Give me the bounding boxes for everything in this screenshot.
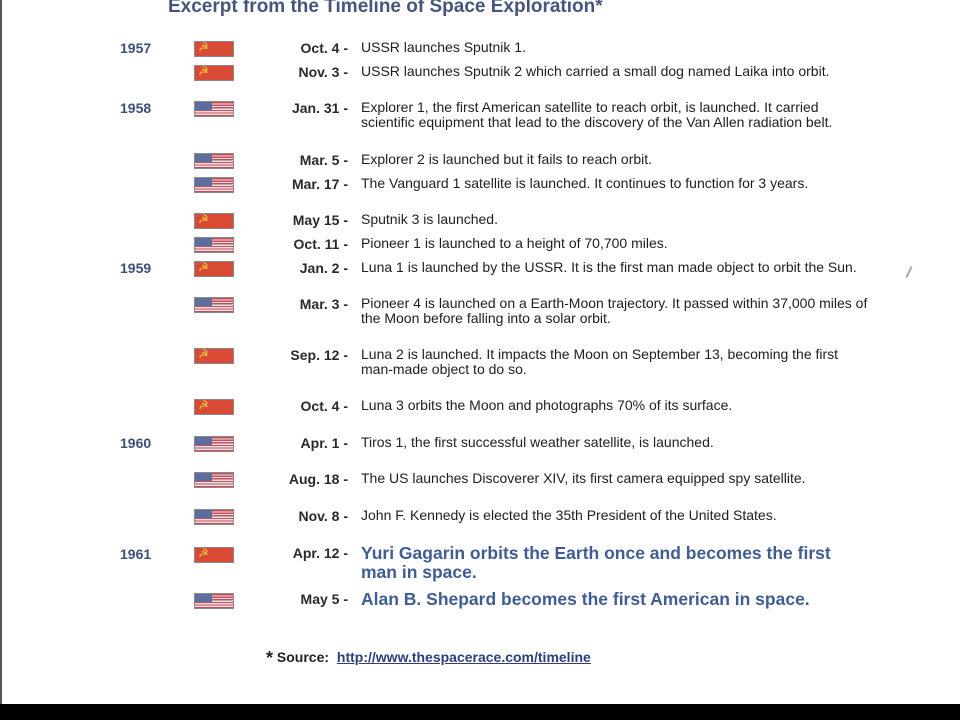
stars-canton-icon xyxy=(195,594,212,602)
entry-year: 1959 xyxy=(120,260,152,276)
entry-text: Sputnik 3 is launched. xyxy=(361,211,498,227)
hammer-sickle-icon: ☭ xyxy=(198,398,209,412)
entry-date: Jan. 31 - xyxy=(291,100,348,116)
stars-canton-icon xyxy=(195,473,212,481)
entry-text: Pioneer 4 is launched on a Earth-Moon trajectory. It passed within 37,000 miles of the Moon before falling into a solar orbit. xyxy=(361,295,868,326)
hammer-sickle-icon: ☭ xyxy=(198,546,209,560)
source-link[interactable]: http://www.thespacerace.com/timeline xyxy=(336,649,591,665)
entry-text: USSR launches Sputnik 2 which carried a small dog named Laika into orbit. xyxy=(361,63,830,79)
ussr-flag-icon xyxy=(194,547,234,563)
source-asterisk: * xyxy=(266,648,274,668)
entry-year: 1957 xyxy=(120,40,152,56)
us-flag-icon xyxy=(194,593,234,609)
stars-canton-icon xyxy=(195,102,212,110)
ussr-flag-icon xyxy=(194,261,234,277)
entry-text: Luna 1 is launched by the USSR. It is the first man made object to orbit the Sun. xyxy=(361,259,857,275)
entry-date: May 15 - xyxy=(292,212,348,228)
stars-canton-icon xyxy=(195,154,212,162)
entry-date: Oct. 4 - xyxy=(300,40,348,56)
entry-text: The Vanguard 1 satellite is launched. It continues to function for 3 years. xyxy=(361,175,809,191)
entry-date: Apr. 1 - xyxy=(300,435,348,451)
entry-text: Luna 3 orbits the Moon and photographs 70% of its surface. xyxy=(361,397,733,413)
page-title: Excerpt from the Timeline of Space Exploration* xyxy=(168,0,603,17)
entry-text: Explorer 1, the first American satellite to reach orbit, is launched. It carried scientific equipment that lead to the discovery of the Van Allen radiation belt. xyxy=(361,99,833,130)
entry-date: Mar. 17 - xyxy=(291,176,348,192)
hammer-sickle-icon: ☭ xyxy=(198,347,209,361)
stars-canton-icon xyxy=(195,298,212,306)
ussr-flag-icon xyxy=(194,41,234,57)
stars-canton-icon xyxy=(195,238,212,246)
scan-mark xyxy=(906,266,913,278)
source-line xyxy=(266,648,591,669)
ussr-flag-icon xyxy=(194,348,234,364)
bottom-border xyxy=(0,704,960,720)
entry-text: Yuri Gagarin orbits the Earth once and becomes the first man in space. xyxy=(361,543,831,582)
entry-date: Apr. 12 - xyxy=(292,545,348,561)
entry-year: 1958 xyxy=(120,100,152,116)
us-flag-icon xyxy=(194,436,234,452)
source-label: Source: xyxy=(276,649,330,665)
hammer-sickle-icon: ☭ xyxy=(198,64,209,78)
entry-text: USSR launches Sputnik 1. xyxy=(361,39,526,55)
entry-date: Nov. 8 - xyxy=(298,508,348,524)
us-flag-icon xyxy=(194,101,234,117)
us-flag-icon xyxy=(194,177,234,193)
hammer-sickle-icon: ☭ xyxy=(198,40,209,54)
us-flag-icon xyxy=(194,509,234,525)
ussr-flag-icon xyxy=(194,399,234,415)
entry-date: Jan. 2 - xyxy=(299,260,348,276)
entry-text: Pioneer 1 is launched to a height of 70,700 miles. xyxy=(361,235,668,251)
stars-canton-icon xyxy=(195,178,212,186)
entry-text: Alan B. Shepard becomes the first American in space. xyxy=(361,589,810,609)
entry-date: Aug. 18 - xyxy=(288,471,348,487)
entry-date: May 5 - xyxy=(300,591,348,607)
us-flag-icon xyxy=(194,472,234,488)
us-flag-icon xyxy=(194,153,234,169)
entry-date: Oct. 4 - xyxy=(300,398,348,414)
stars-canton-icon xyxy=(195,510,212,518)
entry-date: Oct. 11 - xyxy=(293,236,348,252)
entry-text: John F. Kennedy is elected the 35th President of the United States. xyxy=(361,507,777,523)
entry-date: Sep. 12 - xyxy=(290,347,348,363)
hammer-sickle-icon: ☭ xyxy=(198,212,209,226)
ussr-flag-icon xyxy=(194,65,234,81)
entry-text: Tiros 1, the first successful weather satellite, is launched. xyxy=(361,434,714,450)
left-edge-line xyxy=(0,0,2,704)
entry-text: The US launches Discoverer XIV, its first camera equipped spy satellite. xyxy=(361,470,806,486)
entry-date: Mar. 3 - xyxy=(299,296,348,312)
entry-text: Luna 2 is launched. It impacts the Moon on September 13, becoming the first man-made object to do so. xyxy=(361,346,839,377)
hammer-sickle-icon: ☭ xyxy=(198,260,209,274)
ussr-flag-icon xyxy=(194,213,234,229)
entry-year: 1961 xyxy=(120,546,152,562)
entry-text: Explorer 2 is launched but it fails to reach orbit. xyxy=(361,151,653,167)
entry-year: 1960 xyxy=(120,435,152,451)
entry-date: Mar. 5 - xyxy=(299,152,348,168)
us-flag-icon xyxy=(194,297,234,313)
entry-date: Nov. 3 - xyxy=(298,64,348,80)
stars-canton-icon xyxy=(195,437,212,445)
us-flag-icon xyxy=(194,237,234,253)
